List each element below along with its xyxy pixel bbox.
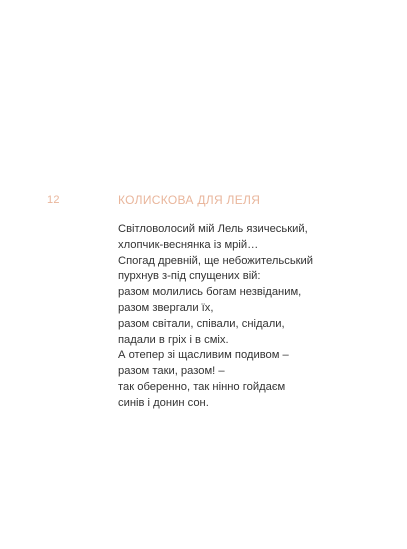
- poem-line: разом звергали їх,: [118, 301, 214, 314]
- poem-body: [118, 222, 378, 412]
- poem-line: падали в гріх і в сміх.: [118, 333, 229, 346]
- poem-line: так оберенно, так нінно гойдаєм: [118, 380, 286, 393]
- poem-line: Спогад древній, ще небожительський: [118, 254, 314, 267]
- poem-line: синів і донин сон.: [118, 396, 209, 409]
- page-number: 12: [47, 194, 60, 206]
- poem-line: пурхнув з-під спущених вій:: [118, 270, 261, 283]
- poem-title: КОЛИСКОВА ДЛЯ ЛЕЛЯ: [118, 193, 261, 207]
- poem-line: разом таки, разом! –: [118, 365, 225, 378]
- poem-line: разом світали, співали, снідали,: [118, 317, 285, 330]
- poem-line: разом молились богам незвіданим,: [118, 286, 302, 299]
- poem-line: хлопчик-веснянка із мрій…: [118, 238, 259, 251]
- poem-line: А отепер зі щасливим подивом –: [118, 349, 289, 362]
- poem-line: Світловолосий мій Лель язичеський,: [118, 223, 308, 235]
